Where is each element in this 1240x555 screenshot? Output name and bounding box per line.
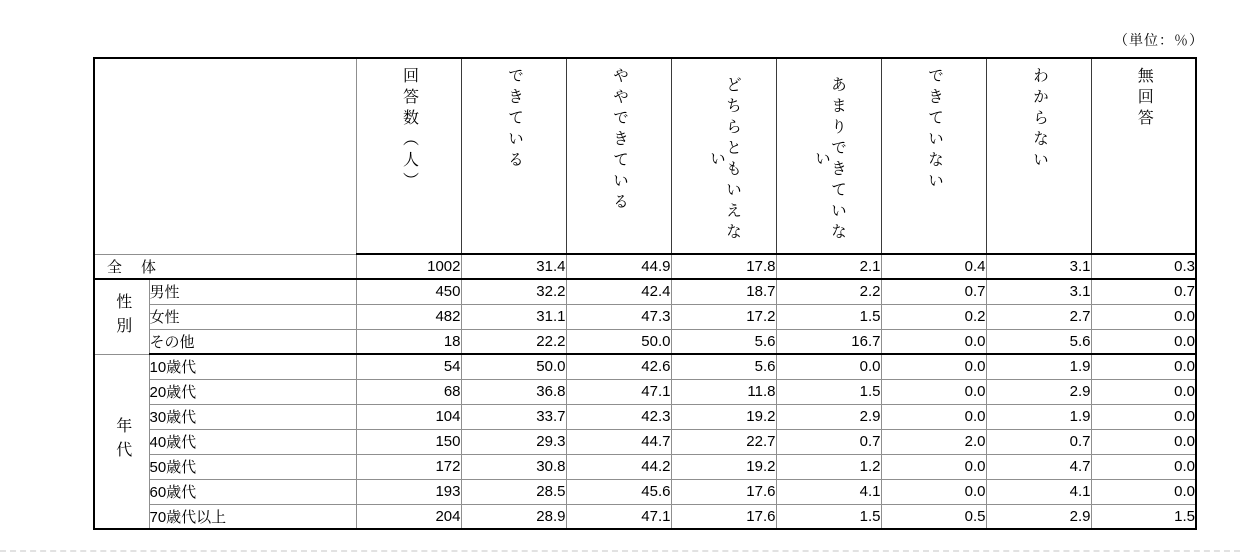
data-cell: 1.5 xyxy=(1091,504,1196,529)
data-cell: 150 xyxy=(356,429,461,454)
table-row-total xyxy=(94,254,1196,279)
data-cell: 30.8 xyxy=(461,454,566,479)
data-cell: 0.0 xyxy=(1091,329,1196,354)
data-cell: 2.9 xyxy=(776,404,881,429)
column-header-respondents xyxy=(356,58,461,254)
data-cell: 0.7 xyxy=(1091,279,1196,304)
table-row-teens xyxy=(94,354,1196,379)
data-cell: 172 xyxy=(356,454,461,479)
data-cell: 5.6 xyxy=(671,329,776,354)
data-cell: 44.9 xyxy=(566,254,671,279)
data-cell: 31.1 xyxy=(461,304,566,329)
data-cell: 0.0 xyxy=(1091,379,1196,404)
row-label: その他 xyxy=(149,329,356,354)
column-header-text: 回答数（人） xyxy=(400,67,418,193)
data-cell: 4.7 xyxy=(986,454,1091,479)
page-break-dashed-line xyxy=(0,550,1240,552)
data-cell: 2.9 xyxy=(986,504,1091,529)
data-cell: 5.6 xyxy=(986,329,1091,354)
data-cell: 0.7 xyxy=(986,429,1091,454)
row-label: 70歳代以上 xyxy=(149,504,356,529)
data-cell: 0.0 xyxy=(1091,429,1196,454)
data-cell: 1.2 xyxy=(776,454,881,479)
data-cell: 11.8 xyxy=(671,379,776,404)
row-group-age xyxy=(94,354,149,529)
data-cell: 2.1 xyxy=(776,254,881,279)
table-row-other-gender xyxy=(94,329,1196,354)
data-cell: 104 xyxy=(356,404,461,429)
row-group-gender xyxy=(94,279,149,354)
column-header-dekiteinai xyxy=(881,58,986,254)
survey-table-container xyxy=(93,57,1197,530)
survey-table xyxy=(93,57,1197,530)
data-cell: 17.2 xyxy=(671,304,776,329)
data-cell: 44.2 xyxy=(566,454,671,479)
data-cell: 33.7 xyxy=(461,404,566,429)
data-cell: 2.7 xyxy=(986,304,1091,329)
data-cell: 17.8 xyxy=(671,254,776,279)
data-cell: 29.3 xyxy=(461,429,566,454)
corner-cell xyxy=(94,58,356,254)
data-cell: 1.5 xyxy=(776,504,881,529)
data-cell: 0.0 xyxy=(881,454,986,479)
data-cell: 1.9 xyxy=(986,404,1091,429)
row-group-label: 年代 xyxy=(113,417,131,466)
data-cell: 19.2 xyxy=(671,454,776,479)
table-row-20s xyxy=(94,379,1196,404)
data-cell: 0.0 xyxy=(881,329,986,354)
data-cell: 45.6 xyxy=(566,479,671,504)
column-header-text: あまりできていない xyxy=(812,76,846,244)
row-label: 50歳代 xyxy=(149,454,356,479)
data-cell: 22.7 xyxy=(671,429,776,454)
data-cell: 31.4 xyxy=(461,254,566,279)
data-cell: 482 xyxy=(356,304,461,329)
row-label: 10歳代 xyxy=(149,354,356,379)
data-cell: 28.5 xyxy=(461,479,566,504)
column-header-dekiteiru xyxy=(461,58,566,254)
column-header-text: わからない xyxy=(1030,67,1048,172)
data-cell: 4.1 xyxy=(776,479,881,504)
data-cell: 1.9 xyxy=(986,354,1091,379)
row-group-label: 性別 xyxy=(113,292,131,341)
column-header-mukaitou xyxy=(1091,58,1196,254)
data-cell: 0.0 xyxy=(1091,479,1196,504)
column-header-text: できていない xyxy=(925,67,943,193)
data-cell: 0.7 xyxy=(881,279,986,304)
column-header-text: ややできている xyxy=(610,67,628,214)
data-cell: 47.1 xyxy=(566,379,671,404)
table-row-30s xyxy=(94,404,1196,429)
data-cell: 204 xyxy=(356,504,461,529)
column-header-text: できている xyxy=(505,67,523,172)
data-cell: 2.9 xyxy=(986,379,1091,404)
table-row-70s-plus xyxy=(94,504,1196,529)
data-cell: 32.2 xyxy=(461,279,566,304)
table-row-40s xyxy=(94,429,1196,454)
data-cell: 42.6 xyxy=(566,354,671,379)
unit-label: （単位：％） xyxy=(1114,32,1204,48)
data-cell: 47.3 xyxy=(566,304,671,329)
data-cell: 450 xyxy=(356,279,461,304)
table-row-male xyxy=(94,279,1196,304)
data-cell: 0.0 xyxy=(881,354,986,379)
data-cell: 0.0 xyxy=(776,354,881,379)
data-cell: 4.1 xyxy=(986,479,1091,504)
row-label: 20歳代 xyxy=(149,379,356,404)
data-cell: 2.0 xyxy=(881,429,986,454)
data-cell: 50.0 xyxy=(461,354,566,379)
data-cell: 1.5 xyxy=(776,379,881,404)
data-cell: 3.1 xyxy=(986,279,1091,304)
table-row-60s xyxy=(94,479,1196,504)
data-cell: 193 xyxy=(356,479,461,504)
data-cell: 47.1 xyxy=(566,504,671,529)
data-cell: 5.6 xyxy=(671,354,776,379)
header-row xyxy=(94,58,1196,254)
data-cell: 50.0 xyxy=(566,329,671,354)
data-cell: 18.7 xyxy=(671,279,776,304)
data-cell: 0.0 xyxy=(881,379,986,404)
data-cell: 1002 xyxy=(356,254,461,279)
data-cell: 36.8 xyxy=(461,379,566,404)
data-cell: 0.0 xyxy=(881,404,986,429)
data-cell: 22.2 xyxy=(461,329,566,354)
column-header-text: どちらともいえない xyxy=(707,76,741,244)
data-cell: 3.1 xyxy=(986,254,1091,279)
column-header-dochiratomo xyxy=(671,58,776,254)
column-header-yaya-dekiteiru xyxy=(566,58,671,254)
table-row-female xyxy=(94,304,1196,329)
data-cell: 44.7 xyxy=(566,429,671,454)
data-cell: 68 xyxy=(356,379,461,404)
data-cell: 16.7 xyxy=(776,329,881,354)
row-label: 40歳代 xyxy=(149,429,356,454)
data-cell: 42.3 xyxy=(566,404,671,429)
data-cell: 0.7 xyxy=(776,429,881,454)
data-cell: 54 xyxy=(356,354,461,379)
data-cell: 0.0 xyxy=(1091,454,1196,479)
row-label: 全 体 xyxy=(94,254,356,279)
data-cell: 1.5 xyxy=(776,304,881,329)
data-cell: 0.0 xyxy=(1091,354,1196,379)
data-cell: 0.0 xyxy=(1091,304,1196,329)
data-cell: 42.4 xyxy=(566,279,671,304)
data-cell: 17.6 xyxy=(671,479,776,504)
data-cell: 19.2 xyxy=(671,404,776,429)
row-label: 30歳代 xyxy=(149,404,356,429)
column-header-text: 無回答 xyxy=(1135,67,1153,130)
row-label: 60歳代 xyxy=(149,479,356,504)
data-cell: 18 xyxy=(356,329,461,354)
row-label: 男性 xyxy=(149,279,356,304)
data-cell: 0.5 xyxy=(881,504,986,529)
table-row-50s xyxy=(94,454,1196,479)
row-label: 女性 xyxy=(149,304,356,329)
column-header-amari-dekiteinai xyxy=(776,58,881,254)
data-cell: 0.2 xyxy=(881,304,986,329)
data-cell: 0.4 xyxy=(881,254,986,279)
data-cell: 0.0 xyxy=(1091,404,1196,429)
data-cell: 28.9 xyxy=(461,504,566,529)
data-cell: 2.2 xyxy=(776,279,881,304)
data-cell: 0.0 xyxy=(881,479,986,504)
data-cell: 17.6 xyxy=(671,504,776,529)
data-cell: 0.3 xyxy=(1091,254,1196,279)
column-header-wakaranai xyxy=(986,58,1091,254)
